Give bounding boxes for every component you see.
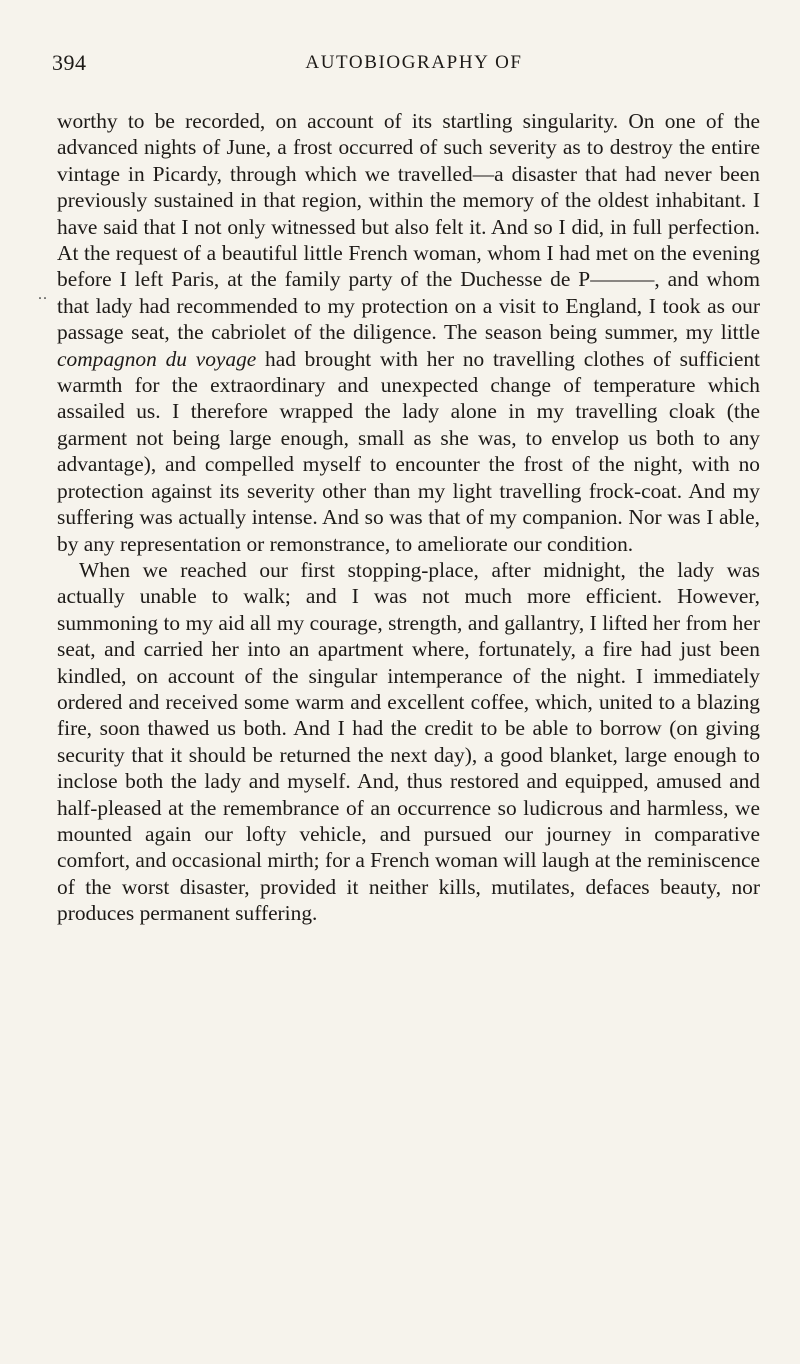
paragraph-1-text-a: worthy to be recorded, on account of its startling singularity. On one of the advanced nights of June, a frost occurred of such severity as to destroy the entire vintage in Picardy, through which we travelled—a disaster that had never been previously sustained in that region, within the memory of the oldest inhabitant. I have said that I not only witnessed but also felt it. And so I did, in full perfection. At the request of a beautiful little French woman, whom I had met on the evening before I left Paris, at the family party of the Duchesse de P———, and whom that lady had recommended to my protection on a visit to England, I took as our passage seat, the cabriolet of the diligence. The season being summer, my little xyxy=(57,109,760,345)
paragraph-1-text-b: had brought with her no travelling clothes of sufficient warmth for the extraordinary and unexpected change of temperature which assailed us. I therefore wrapped the lady alone in my travelling cloak (the garment not being large enough, small as she was, to envelop us both to any advantage), and compelled myself to encounter the frost of the night, with no protection against its severity other than my light travelling frock-coat. And my suffering was actually intense. And so was that of my companion. Nor was I able, by any representation or remonstrance, to ameliorate our condition. xyxy=(57,346,760,556)
paragraph-2: When we reached our first stopping-place, after midnight, the lady was actually unable to walk; and I was not much more efficient. However, summoning to my aid all my courage, strength, and gallantry, I lifted her from her seat, and carried her into an apartment where, fortunately, a fire had just been kindled, on account of the singular intemperance of the night. I immediately ordered and received some warm and excellent coffee, which, united to a blazing fire, soon thawed us both. And I had the credit to be able to borrow (on giving security that it should be returned the next day), a good blanket, large enough to inclose both the lady and myself. And, thus restored and equipped, amused and half-pleased at the remembrance of an occurrence so ludicrous and harmless, we mounted again our lofty vehicle, and pursued our journey in comparative comfort, and occasional mirth; for a French woman will laugh at the reminiscence of the worst disaster, provided it neither kills, mutilates, defaces beauty, nor produces permanent suffering. xyxy=(57,557,760,926)
paragraph-1-italic-phrase: compagnon du voyage xyxy=(57,346,257,371)
page-number: 394 xyxy=(52,50,87,75)
margin-mark: .. xyxy=(38,286,48,303)
running-title: AUTOBIOGRAPHY OF xyxy=(305,52,523,73)
paragraph-1 xyxy=(57,108,760,557)
body-text xyxy=(57,108,760,927)
running-head xyxy=(52,50,756,80)
